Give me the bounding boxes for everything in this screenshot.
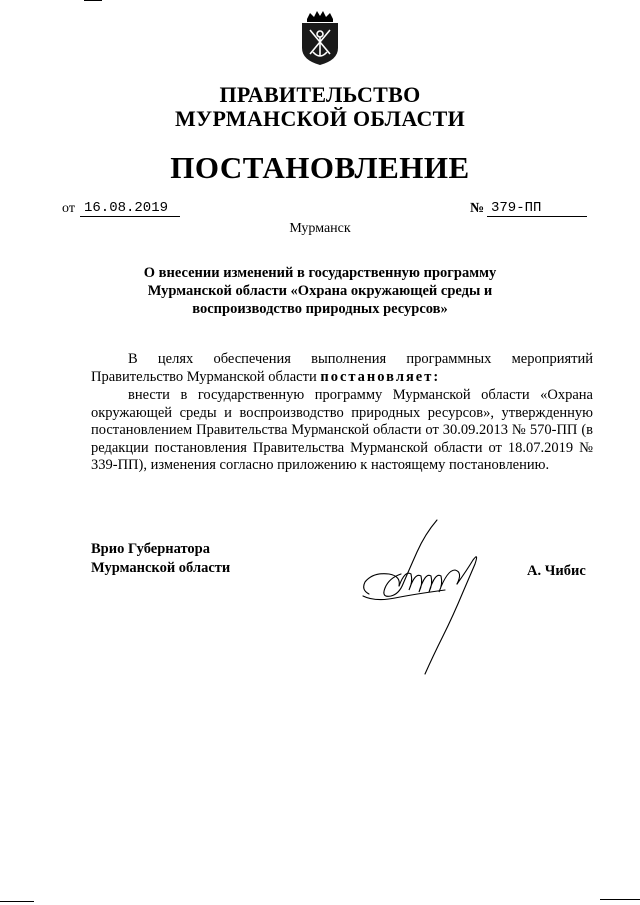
body-paragraph-resolution: внести в государственную программу Мурманской области «Охрана окружающей среды и воспроизводство природных ресурсов», утвержденную постановлением Правительства Мурманской области от 30.09.2013 № 570-ПП (в редакции постановления Правительства Мурманской области от 18.07.2019 № 339-ПП), изменения согласно приложению к настоящему постановлению. (91, 387, 593, 473)
org-name-line1: ПРАВИТЕЛЬСТВО (219, 82, 421, 107)
signatory-title (91, 540, 230, 578)
body-paragraph-preamble (91, 351, 593, 386)
document-number: 379-ПП (487, 200, 587, 217)
scan-mark-bottom-right (600, 899, 640, 900)
signatory-title-line: Мурманской области (91, 560, 231, 576)
resolution-keyword: постановляет: (320, 368, 441, 385)
document-subject (90, 264, 550, 318)
signatory-name: А. Чибис (527, 563, 586, 579)
document-type-title: ПОСТАНОВЛЕНИЕ (170, 150, 470, 185)
preamble-text: В целях обеспечения выполнения программных мероприятий Правительство Мурманской области (91, 351, 593, 385)
scan-mark-top (84, 0, 102, 1)
org-name-line2: МУРМАНСКОЙ ОБЛАСТИ (174, 106, 466, 131)
number-label: № (470, 201, 485, 216)
coat-of-arms-icon (298, 10, 342, 66)
subject-line: Мурманской области «Охрана окружающей среды и (147, 283, 493, 299)
subject-line: О внесении изменений в государственную программу (143, 265, 497, 281)
city: Мурманск (289, 221, 351, 236)
document-date: 16.08.2019 (80, 200, 180, 217)
signatory-title-line: Врио Губернатора (91, 541, 210, 557)
handwritten-signature (355, 512, 505, 687)
subject-line: воспроизводство природных ресурсов» (192, 301, 448, 317)
date-label: от (62, 201, 75, 216)
scan-mark-bottom-left (0, 901, 34, 902)
